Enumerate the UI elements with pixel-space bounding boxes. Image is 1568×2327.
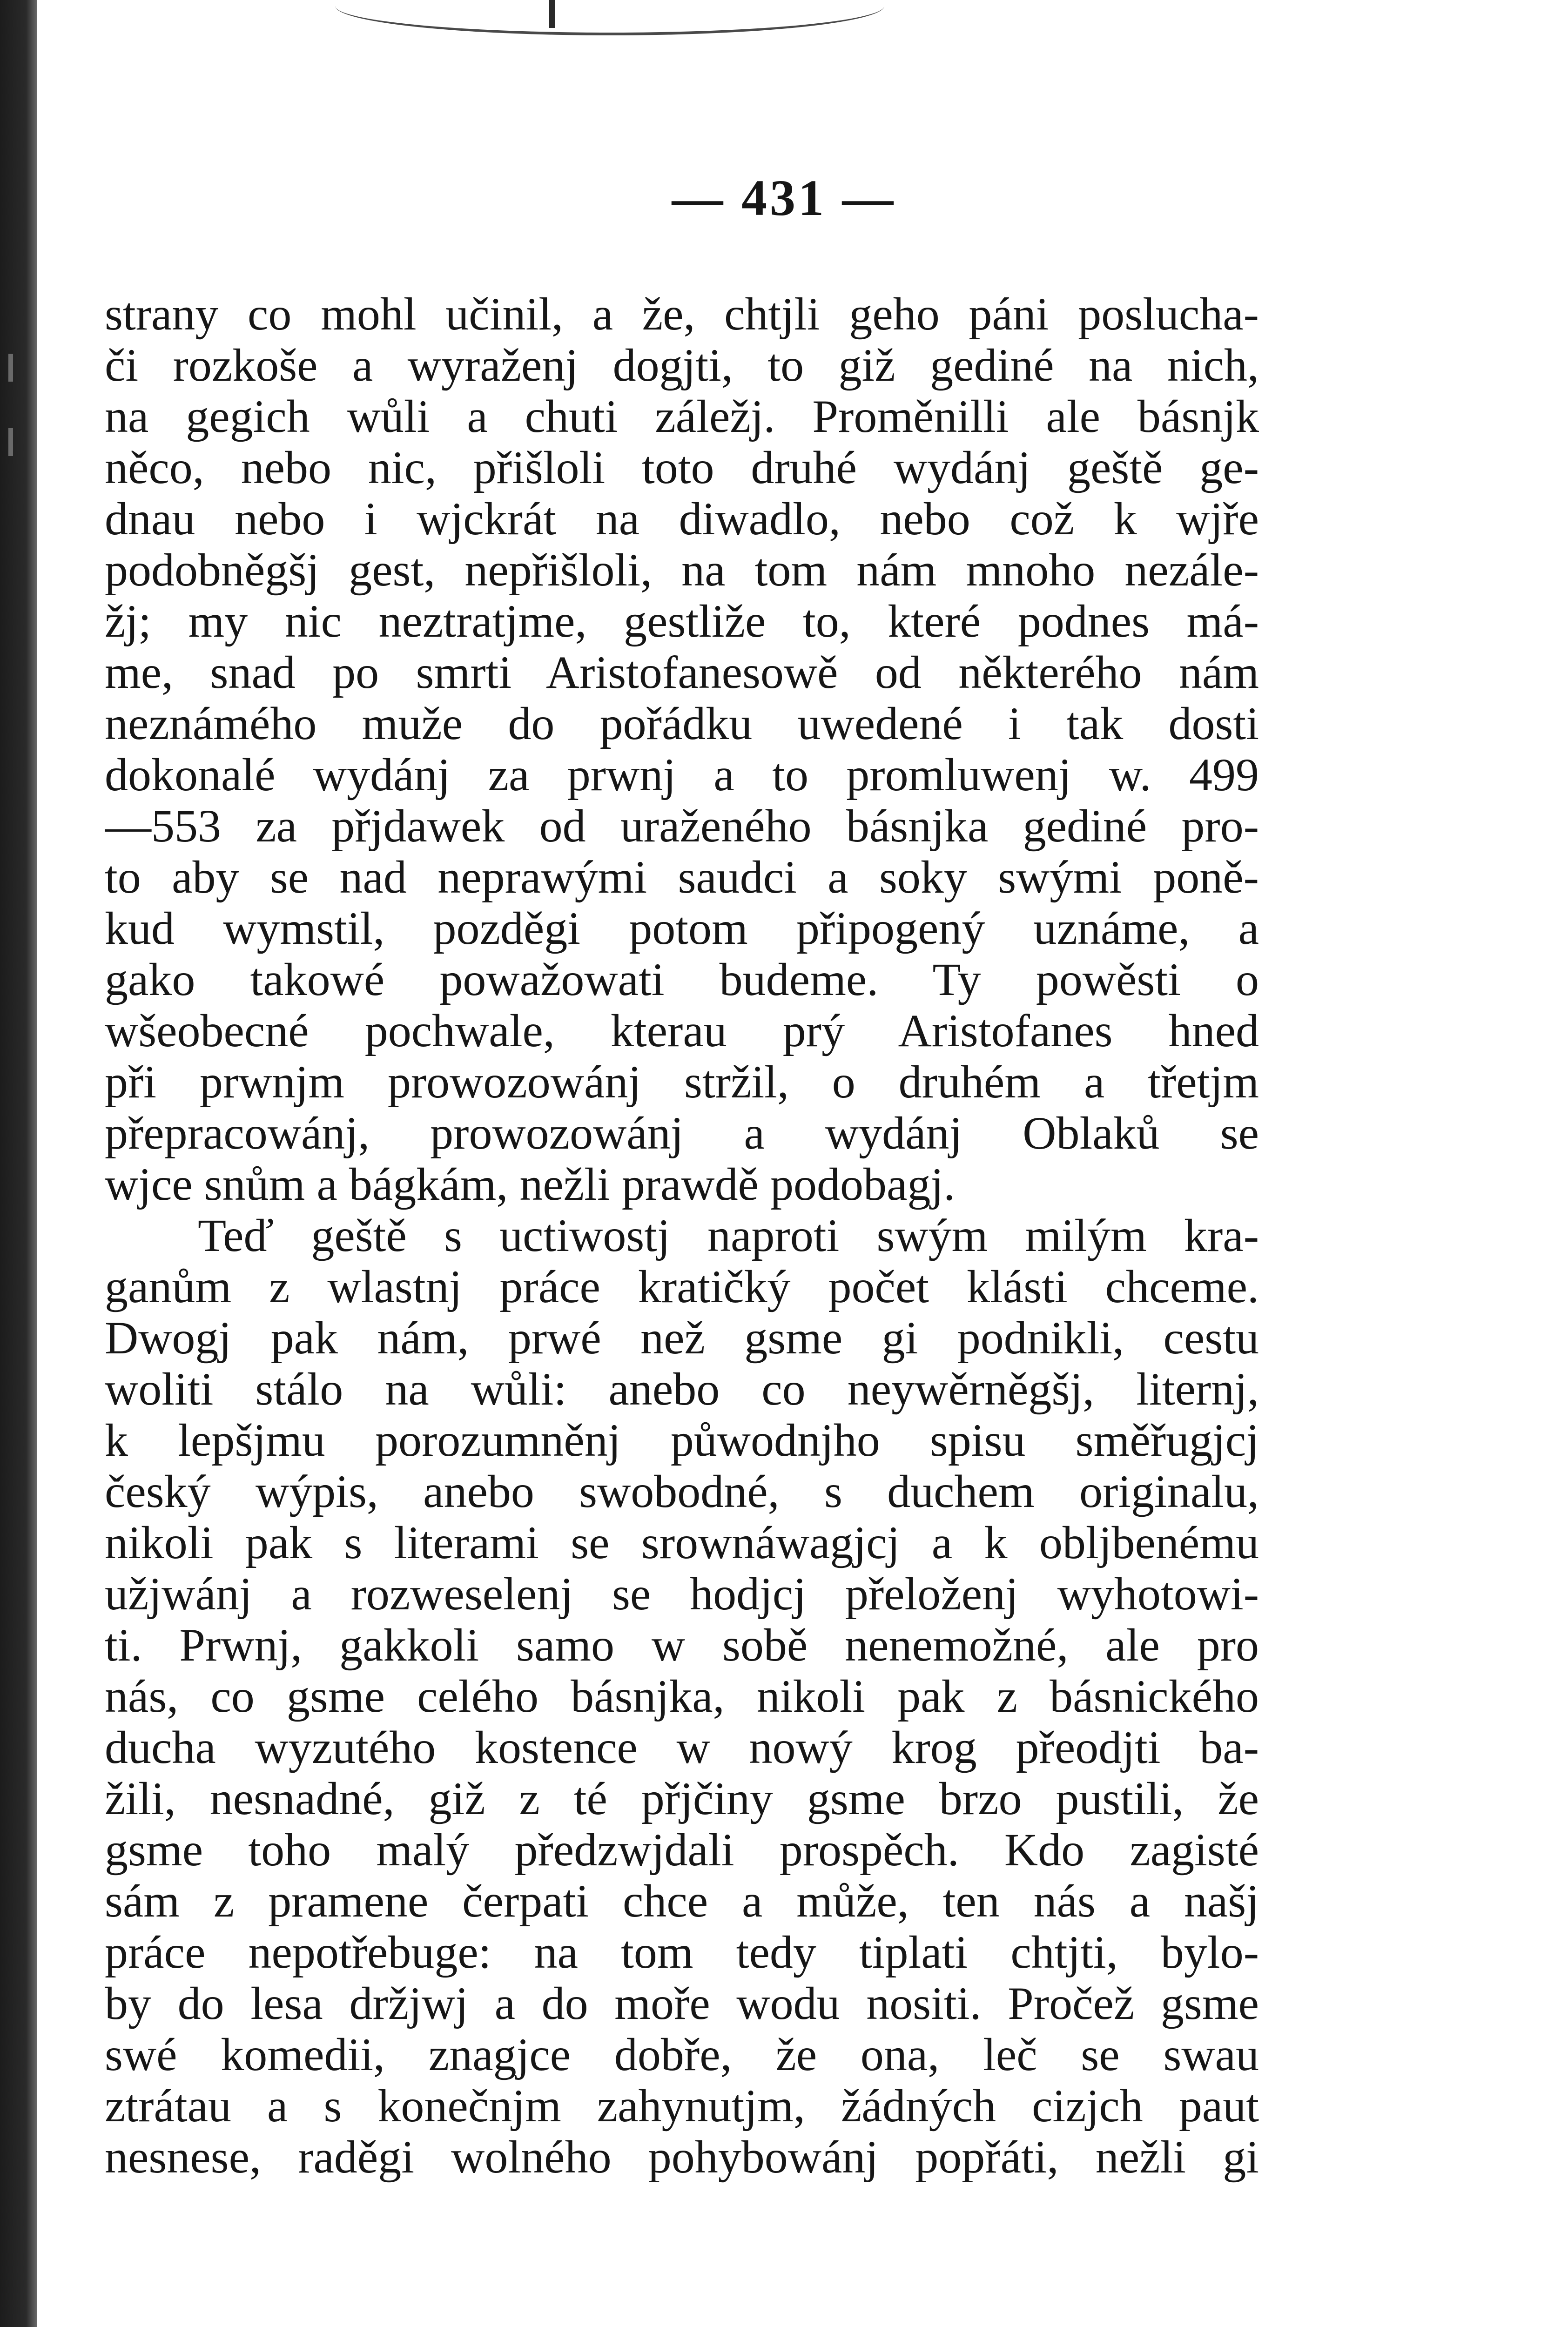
edge-mark xyxy=(8,354,13,382)
text-line: Dwogj pak nám, prwé než gsme gi podnikli, cestu xyxy=(105,1312,1259,1364)
text-line: gako takowé powažowati budeme. Ty powěsti o xyxy=(105,954,1259,1005)
text-line: žili, nesnadné, giž z té přjčiny gsme brzo pustili, že xyxy=(105,1773,1259,1824)
text-line: woliti stálo na wůli: anebo co neywěrněgšj, liternj, xyxy=(105,1364,1259,1415)
page-fold-shadow xyxy=(335,0,884,35)
text-line: žj; my nic neztratjme, gestliže to, které podnes má- xyxy=(105,596,1259,647)
text-line: swé komedii, znagjce dobře, že ona, leč se swau xyxy=(105,2029,1259,2080)
text-line: dokonalé wydánj za prwnj a to promluwenj w. 499 xyxy=(105,749,1259,800)
text-line: ducha wyzutého kostence w nowý krog přeodjti ba- xyxy=(105,1722,1259,1773)
text-line: wšeobecné pochwale, kterau prý Aristofanes hned xyxy=(105,1005,1259,1056)
text-line: —553 za přjdawek od uraženého básnjka gediné pro- xyxy=(105,800,1259,852)
edge-mark xyxy=(8,428,13,456)
text-line: Teď geště s uctiwostj naproti swým milým kra- xyxy=(198,1210,1259,1261)
text-line: to aby se nad neprawými saudci a soky swými poně- xyxy=(105,852,1259,903)
text-line: nás, co gsme celého básnjka, nikoli pak z básnického xyxy=(105,1671,1259,1722)
text-line: me, snad po smrti Aristofanesowě od některého nám xyxy=(105,647,1259,698)
text-line: při prwnjm prowozowánj stržil, o druhém a třetjm xyxy=(105,1056,1259,1108)
text-line: ganům z wlastnj práce kratičký počet klásti chceme. xyxy=(105,1261,1259,1312)
body-text xyxy=(105,289,1259,2183)
text-line: by do lesa držjwj a do moře wodu nositi. Pročež gsme xyxy=(105,1978,1259,2029)
text-line: něco, nebo nic, přišloli toto druhé wydánj geště ge- xyxy=(105,442,1259,493)
page-fold-stub xyxy=(549,0,555,28)
text-line: neznámého muže do pořádku uwedené i tak dosti xyxy=(105,698,1259,749)
text-line: užjwánj a rozweselenj se hodjcj přeloženj wyhotowi- xyxy=(105,1568,1259,1620)
page-number: — 431 — xyxy=(672,169,896,226)
text-line: nikoli pak s literami se srownáwagjcj a k obljbenému xyxy=(105,1517,1259,1568)
text-line: sám z pramene čerpati chce a může, ten nás a našj xyxy=(105,1876,1259,1927)
text-line: nesnese, raděgi wolného pohybowánj popřáti, nežli gi xyxy=(105,2132,1259,2183)
text-line: strany co mohl učinil, a že, chtjli geho páni poslucha- xyxy=(105,289,1259,340)
text-line: český wýpis, anebo swobodné, s duchem originalu, xyxy=(105,1466,1259,1517)
text-line: práce nepotřebuge: na tom tedy tiplati chtjti, bylo- xyxy=(105,1927,1259,1978)
text-line: či rozkoše a wyraženj dogjti, to giž gediné na nich, xyxy=(105,340,1259,391)
scan-left-edge xyxy=(0,0,37,2327)
text-line: wjce snům a bágkám, nežli prawdě podobagj. xyxy=(105,1159,956,1210)
text-line: gsme toho malý předzwjdali prospěch. Kdo zagisté xyxy=(105,1824,1259,1876)
text-line: na gegich wůli a chuti záležj. Proměnilli ale básnjk xyxy=(105,391,1259,442)
text-line: ztrátau a s konečnjm zahynutjm, žádných cizjch paut xyxy=(105,2080,1259,2132)
text-line: podobněgšj gest, nepřišloli, na tom nám mnoho nezále- xyxy=(105,545,1259,596)
text-line: k lepšjmu porozumněnj půwodnjho spisu směřugjcj xyxy=(105,1415,1259,1466)
text-line: ti. Prwnj, gakkoli samo w sobě nenemožné, ale pro xyxy=(105,1620,1259,1671)
text-line: kud wymstil, pozděgi potom připogený uznáme, a xyxy=(105,903,1259,954)
text-line: dnau nebo i wjckrát na diwadlo, nebo což k wjře xyxy=(105,493,1259,545)
text-line: přepracowánj, prowozowánj a wydánj Oblaků se xyxy=(105,1108,1259,1159)
